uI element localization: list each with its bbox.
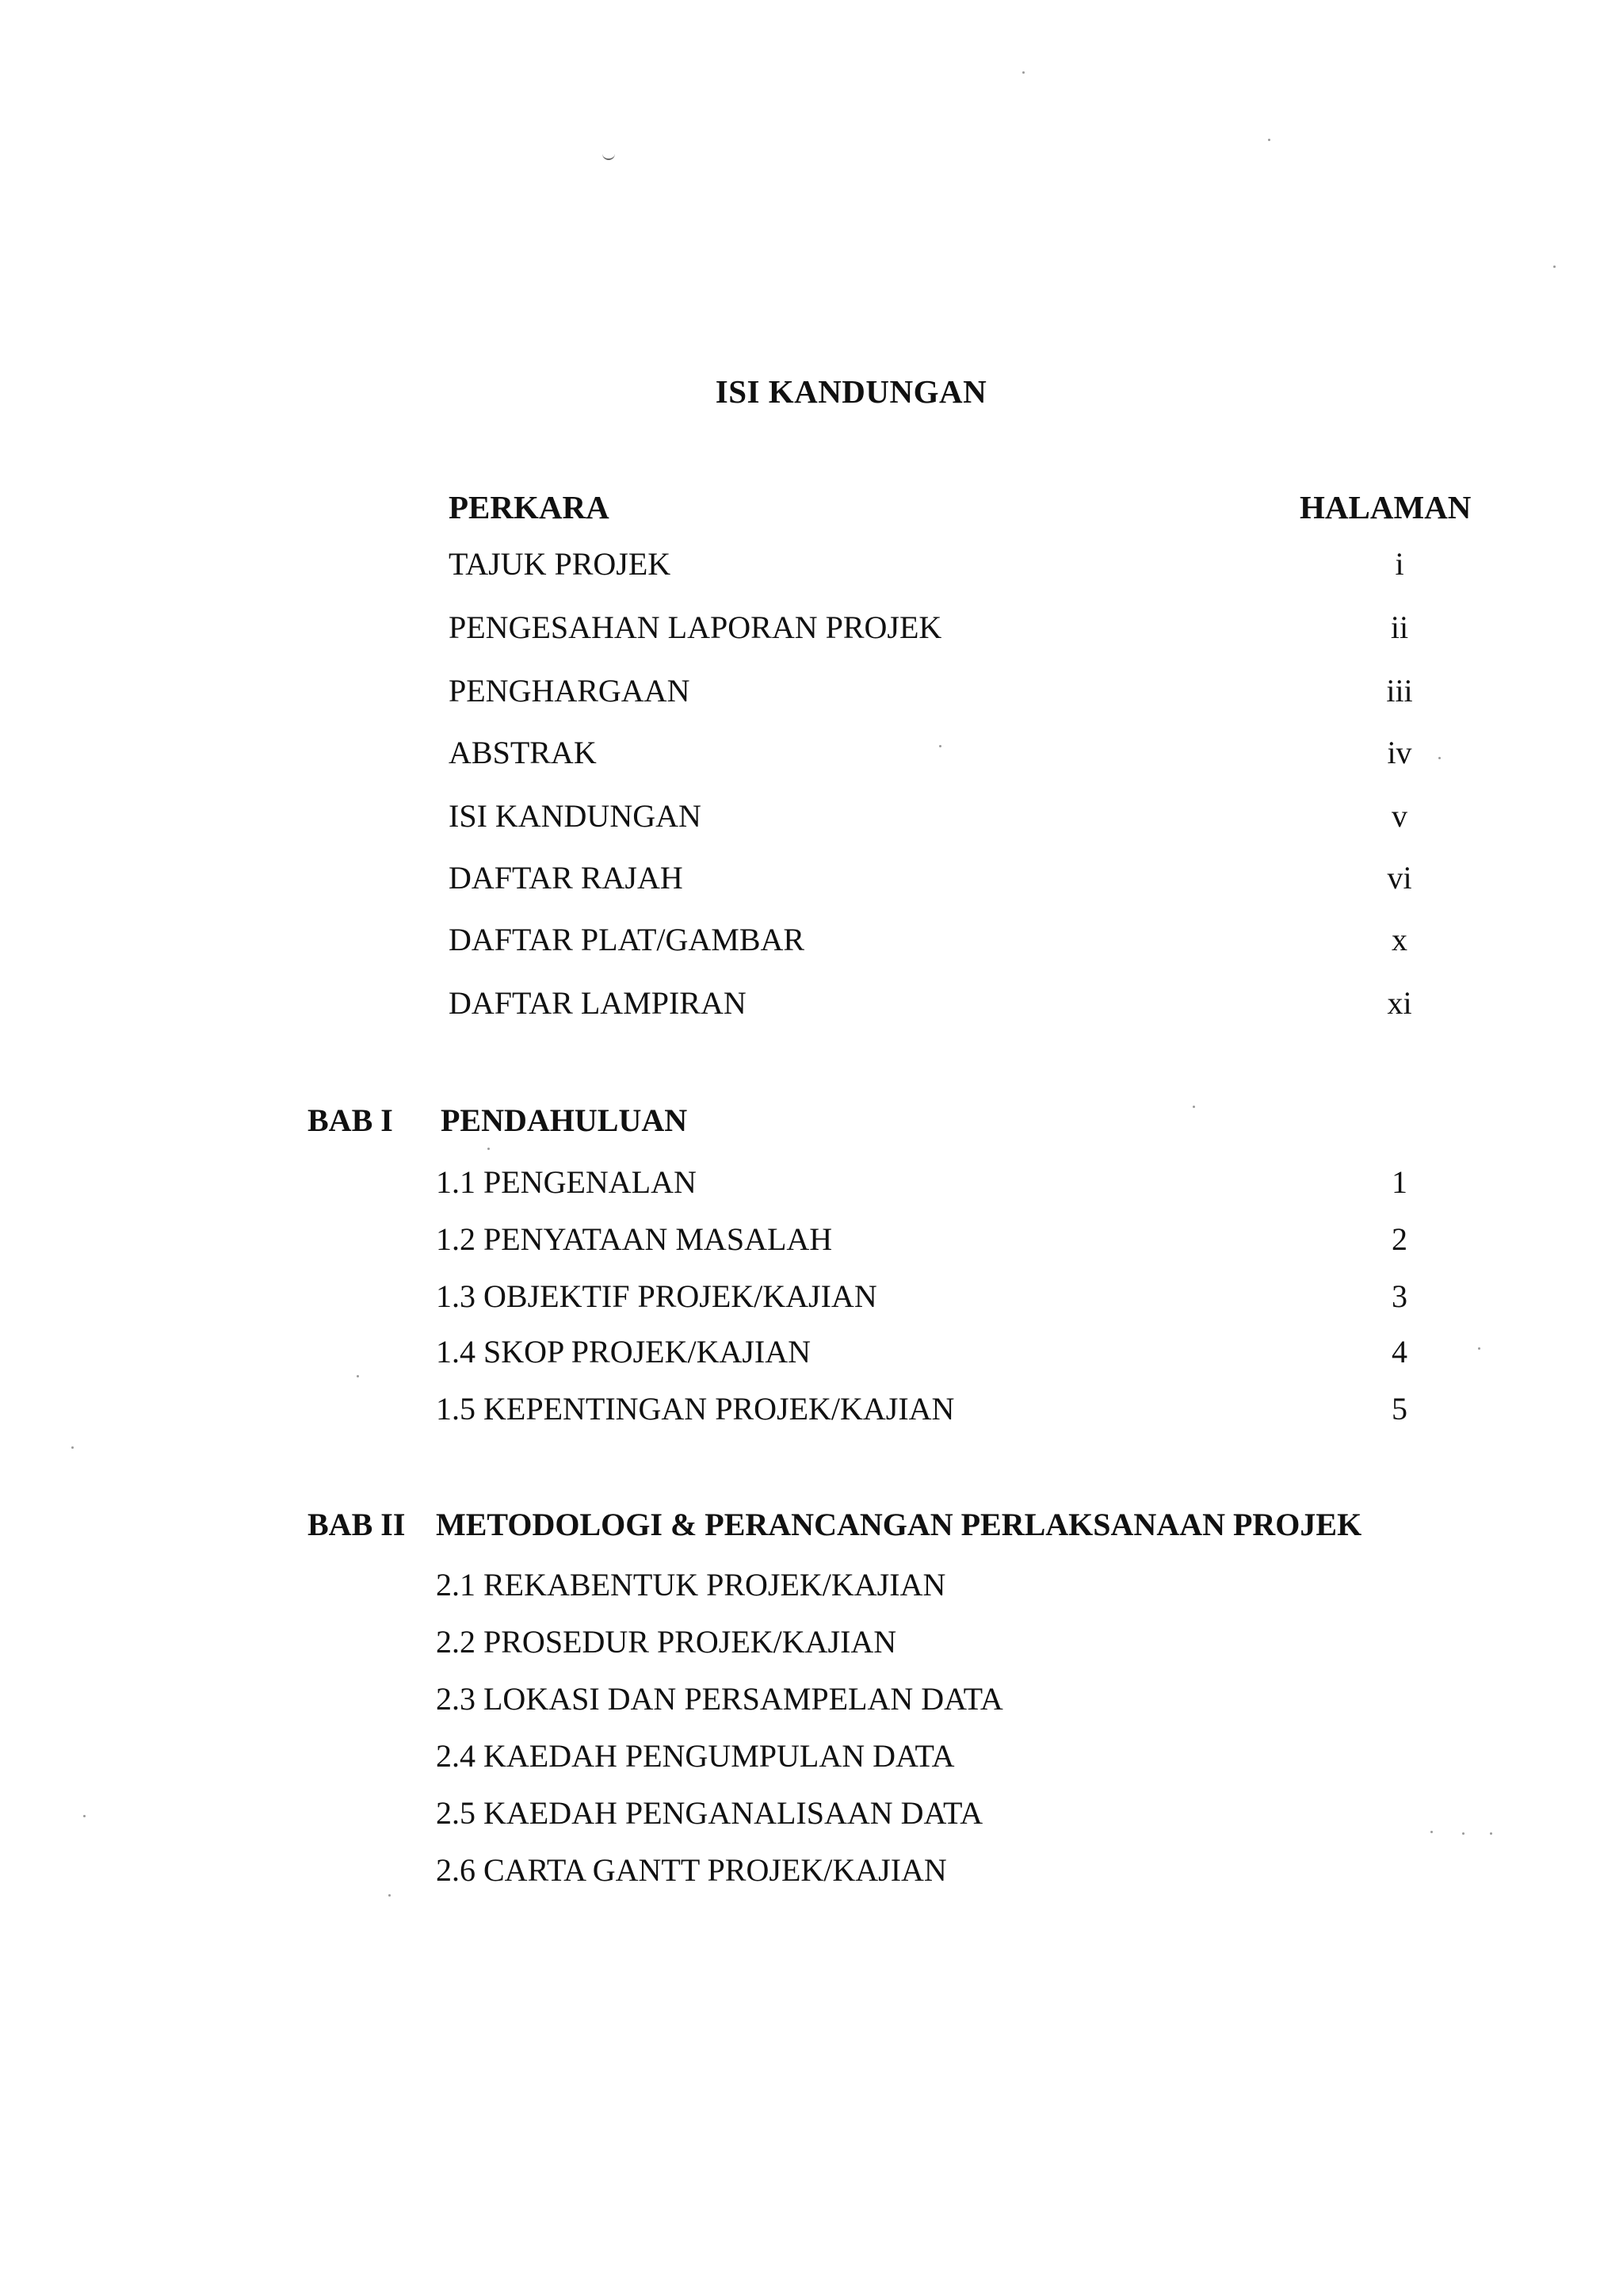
toc-section-label: 2.1 REKABENTUK PROJEK/KAJIAN xyxy=(436,1567,946,1603)
page-title: ISI KANDUNGAN xyxy=(715,373,987,410)
scan-mark xyxy=(602,151,615,160)
column-header-perkara: PERKARA xyxy=(449,489,609,525)
toc-entry-page: iv xyxy=(1387,735,1412,770)
toc-entry xyxy=(449,672,1431,720)
scan-speck xyxy=(1478,1347,1480,1350)
scan-speck xyxy=(1022,71,1025,74)
chapter-title: PENDAHULUAN xyxy=(441,1102,688,1138)
toc-entry-label: ABSTRAK xyxy=(449,735,597,770)
scan-speck xyxy=(388,1894,391,1897)
toc-entry-label: DAFTAR LAMPIRAN xyxy=(449,985,747,1021)
toc-entry-page: v xyxy=(1392,798,1407,834)
toc-section-label: 2.4 KAEDAH PENGUMPULAN DATA xyxy=(436,1738,955,1774)
toc-section-label: 2.6 CARTA GANTT PROJEK/KAJIAN xyxy=(436,1852,947,1888)
chapter-number: BAB II xyxy=(307,1507,406,1542)
toc-section-page: 2 xyxy=(1392,1221,1407,1257)
toc-section-label: 1.3 OBJEKTIF PROJEK/KAJIAN xyxy=(436,1278,877,1314)
toc-section-label: 2.2 PROSEDUR PROJEK/KAJIAN xyxy=(436,1624,897,1660)
toc-entry-page: vi xyxy=(1387,860,1412,896)
toc-section-label: 1.5 KEPENTINGAN PROJEK/KAJIAN xyxy=(436,1391,955,1427)
toc-section-page: 1 xyxy=(1392,1164,1407,1200)
toc-section-label: 2.3 LOKASI DAN PERSAMPELAN DATA xyxy=(436,1681,1003,1717)
toc-section-label: 1.1 PENGENALAN xyxy=(436,1164,697,1200)
toc-section-page: 5 xyxy=(1392,1391,1407,1427)
toc-section-label: 1.2 PENYATAAN MASALAH xyxy=(436,1221,833,1257)
chapter-number: BAB I xyxy=(307,1102,393,1138)
toc-entry xyxy=(449,859,1431,907)
toc-entry xyxy=(449,921,1431,968)
scan-speck xyxy=(1490,1832,1492,1835)
toc-entry-page: i xyxy=(1395,546,1404,582)
scan-speck xyxy=(83,1815,86,1817)
toc-entry-page: iii xyxy=(1386,673,1413,709)
scan-speck xyxy=(1193,1106,1195,1108)
scan-speck xyxy=(1438,757,1441,759)
toc-entry-label: DAFTAR RAJAH xyxy=(449,860,683,896)
toc-entry-label: ISI KANDUNGAN xyxy=(449,798,701,834)
toc-entry-label: TAJUK PROJEK xyxy=(449,546,671,582)
toc-entry xyxy=(449,797,1431,845)
toc-entry xyxy=(449,734,1431,781)
toc-entry-page: x xyxy=(1392,922,1407,957)
toc-entry xyxy=(449,609,1431,656)
toc-entry-label: DAFTAR PLAT/GAMBAR xyxy=(449,922,805,957)
scan-speck xyxy=(1268,139,1270,141)
column-header-halaman: HALAMAN xyxy=(1300,489,1472,525)
toc-section-label: 2.5 KAEDAH PENGANALISAAN DATA xyxy=(436,1795,983,1831)
scan-speck xyxy=(1553,266,1556,268)
toc-section-label: 1.4 SKOP PROJEK/KAJIAN xyxy=(436,1334,812,1370)
toc-section-page: 3 xyxy=(1392,1278,1407,1314)
toc-entry xyxy=(449,545,1431,593)
toc-entry-label: PENGESAHAN LAPORAN PROJEK xyxy=(449,609,942,645)
scan-speck xyxy=(1462,1832,1465,1835)
toc-entry xyxy=(449,984,1431,1032)
scan-speck xyxy=(1430,1831,1433,1833)
toc-entry-page: xi xyxy=(1387,985,1412,1021)
toc-section-page: 4 xyxy=(1392,1334,1407,1370)
scan-speck xyxy=(357,1375,359,1377)
chapter-title: METODOLOGI & PERANCANGAN PERLAKSANAAN PROJEK xyxy=(436,1507,1362,1542)
toc-entry-label: PENGHARGAAN xyxy=(449,673,690,709)
scan-speck xyxy=(71,1446,74,1449)
toc-entry-page: ii xyxy=(1390,609,1409,645)
scan-speck xyxy=(487,1148,490,1150)
